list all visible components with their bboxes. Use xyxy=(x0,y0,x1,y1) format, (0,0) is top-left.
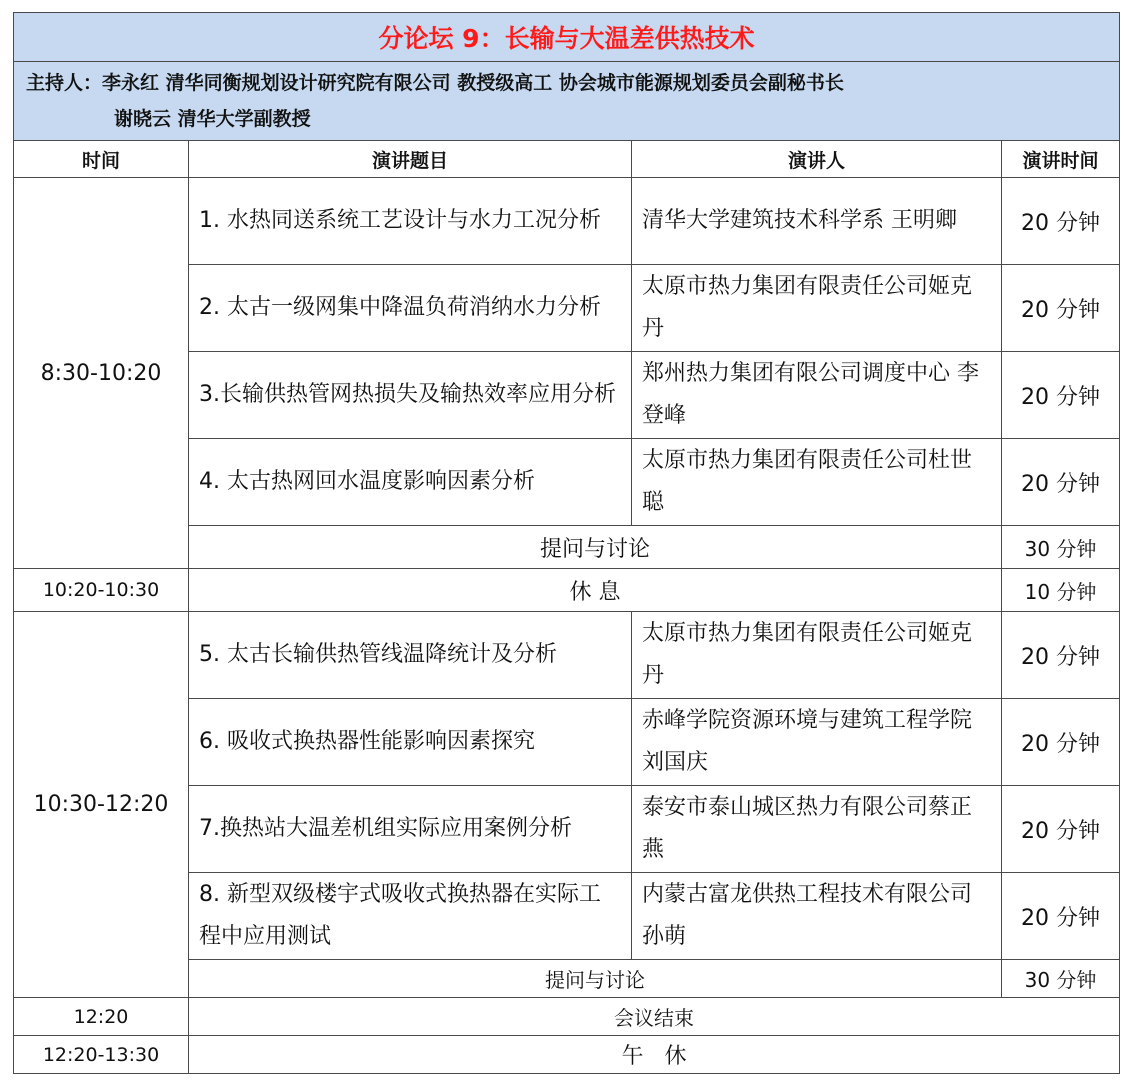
host-2: 谢晓云 清华大学副教授 xyxy=(114,108,311,130)
host-1: 李永红 清华同衡规划设计研究院有限公司 教授级高工 协会城市能源规划委员会副秘书长 xyxy=(102,72,844,94)
hosts-cell xyxy=(14,62,1120,141)
talk-topic: 3.长输供热管网热损失及输热效率应用分析 xyxy=(189,352,632,439)
end-time: 12:20 xyxy=(14,998,189,1036)
qa-duration: 30 分钟 xyxy=(1002,526,1120,569)
header-topic: 演讲题目 xyxy=(189,141,632,178)
header-speaker: 演讲人 xyxy=(632,141,1002,178)
qa-duration: 30 分钟 xyxy=(1002,960,1120,998)
talk-duration: 20 分钟 xyxy=(1002,873,1120,960)
talk-duration: 20 分钟 xyxy=(1002,439,1120,526)
session1-time: 8:30-10:20 xyxy=(14,178,189,569)
talk-topic: 8. 新型双级楼宇式吸收式换热器在实际工程中应用测试 xyxy=(189,873,632,960)
break-label: 休 息 xyxy=(189,569,1002,612)
talk-topic: 7.换热站大温差机组实际应用案例分析 xyxy=(189,786,632,873)
talk-duration: 20 分钟 xyxy=(1002,352,1120,439)
talk-speaker: 郑州热力集团有限公司调度中心 李登峰 xyxy=(632,352,1002,439)
break-duration: 10 分钟 xyxy=(1002,569,1120,612)
talk-speaker: 太原市热力集团有限责任公司姬克丹 xyxy=(632,612,1002,699)
talk-duration: 20 分钟 xyxy=(1002,612,1120,699)
talk-topic: 6. 吸收式换热器性能影响因素探究 xyxy=(189,699,632,786)
talk-duration: 20 分钟 xyxy=(1002,265,1120,352)
talk-speaker: 太原市热力集团有限责任公司姬克丹 xyxy=(632,265,1002,352)
qa-label: 提问与讨论 xyxy=(189,526,1002,569)
talk-topic: 4. 太古热网回水温度影响因素分析 xyxy=(189,439,632,526)
hosts-label: 主持人： xyxy=(26,72,103,94)
talk-topic: 5. 太古长输供热管线温降统计及分析 xyxy=(189,612,632,699)
talk-speaker: 赤峰学院资源环境与建筑工程学院 刘国庆 xyxy=(632,699,1002,786)
talk-topic: 2. 太古一级网集中降温负荷消纳水力分析 xyxy=(189,265,632,352)
lunch-time: 12:20-13:30 xyxy=(14,1036,189,1074)
forum-title: 分论坛 9：长输与大温差供热技术 xyxy=(14,13,1120,62)
schedule-table xyxy=(13,12,1120,1074)
talk-duration: 20 分钟 xyxy=(1002,699,1120,786)
talk-duration: 20 分钟 xyxy=(1002,178,1120,265)
talk-duration: 20 分钟 xyxy=(1002,786,1120,873)
lunch-label: 午 休 xyxy=(189,1036,1120,1074)
header-duration: 演讲时间 xyxy=(1002,141,1120,178)
talk-speaker: 太原市热力集团有限责任公司杜世聪 xyxy=(632,439,1002,526)
talk-topic: 1. 水热同送系统工艺设计与水力工况分析 xyxy=(189,178,632,265)
talk-speaker: 内蒙古富龙供热工程技术有限公司 孙萌 xyxy=(632,873,1002,960)
qa-label: 提问与讨论 xyxy=(189,960,1002,998)
break-time: 10:20-10:30 xyxy=(14,569,189,612)
talk-speaker: 泰安市泰山城区热力有限公司蔡正燕 xyxy=(632,786,1002,873)
header-time: 时间 xyxy=(14,141,189,178)
session2-time: 10:30-12:20 xyxy=(14,612,189,998)
talk-speaker: 清华大学建筑技术科学系 王明卿 xyxy=(632,178,1002,265)
end-label: 会议结束 xyxy=(189,998,1120,1036)
